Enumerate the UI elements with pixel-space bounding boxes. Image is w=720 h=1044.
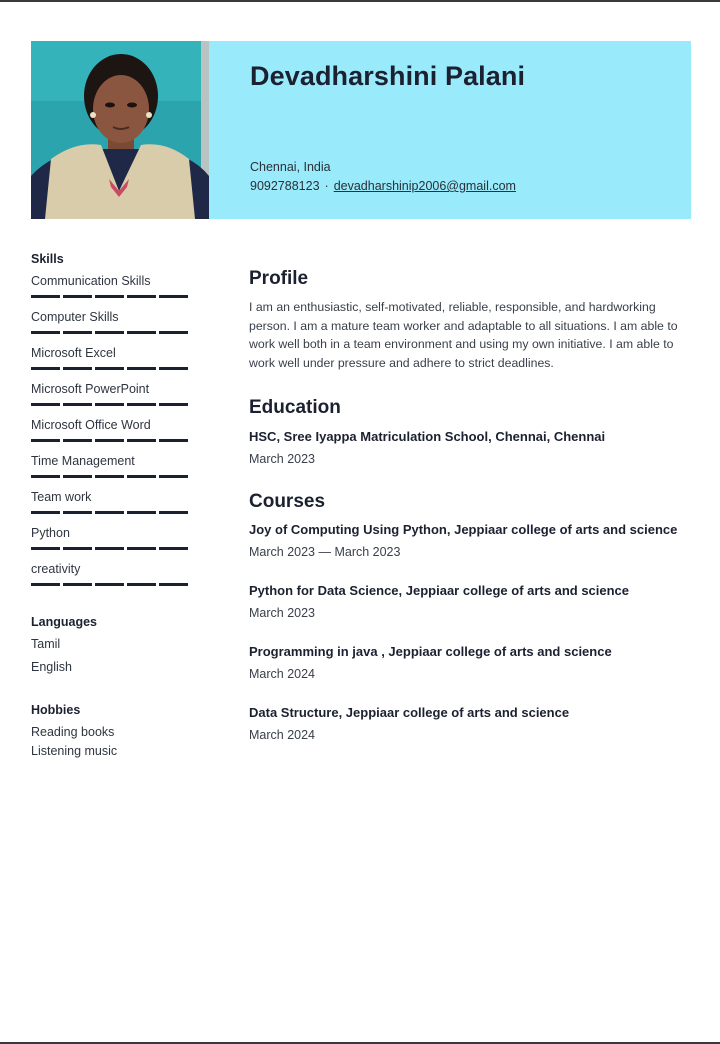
skill-name: Microsoft Excel (31, 346, 116, 360)
courses-section (249, 491, 699, 742)
course-entry-title: Programming in java , Jeppiaar college of arts and science (249, 644, 612, 659)
hobbies-heading: Hobbies (31, 703, 81, 717)
skill-level-segment (63, 583, 92, 586)
skill-name: Time Management (31, 454, 135, 468)
hobby-item: Reading books (31, 725, 115, 739)
resume-header (31, 41, 691, 219)
skill-name: Microsoft PowerPoint (31, 382, 150, 396)
course-entry (249, 522, 699, 559)
skill-level-bar (31, 583, 188, 586)
skill-level-segment (31, 583, 60, 586)
skill-item (31, 324, 191, 360)
skill-item (31, 396, 191, 432)
skill-name: Computer Skills (31, 310, 119, 324)
profile-heading: Profile (249, 268, 309, 289)
location: Chennai, India (250, 160, 331, 174)
main-content (249, 268, 699, 742)
skill-item (31, 252, 191, 288)
skill-item (31, 432, 191, 468)
hobbies-section (31, 703, 191, 761)
languages-section (31, 615, 191, 674)
skill-name: creativity (31, 562, 81, 576)
education-section (249, 397, 699, 466)
skill-item (31, 360, 191, 396)
skill-item (31, 540, 191, 576)
course-entry (249, 644, 699, 681)
separator: · (324, 179, 329, 193)
education-heading: Education (249, 397, 341, 418)
course-entry (249, 583, 699, 620)
skill-item (31, 504, 191, 540)
skills-list (31, 252, 191, 576)
course-entry-date: March 2024 (249, 667, 316, 681)
skill-name: Team work (31, 490, 92, 504)
skills-heading: Skills (31, 252, 64, 266)
phone-number: 9092788123 (250, 179, 320, 193)
education-entry-date: March 2023 (249, 452, 316, 466)
skills-section (31, 252, 191, 590)
skill-level-segment (159, 583, 188, 586)
profile-text: I am an enthusiastic, self-motivated, reliable, responsible, and hardworking person. I am a mature team worker and adaptable to all situations. I am able to work well both in a team environment and using my own initiative. I am able to work well under pressure and adhere to strict deadlines. (249, 300, 678, 370)
skill-name: Python (31, 526, 70, 540)
full-name: Devadharshini Palani (250, 61, 526, 91)
contact-line (250, 179, 516, 193)
profile-photo (31, 41, 209, 219)
skill-name: Microsoft Office Word (31, 418, 151, 432)
email-link[interactable]: devadharshinip2006@gmail.com (333, 179, 516, 193)
language-item: English (31, 660, 72, 674)
hobby-item: Listening music (31, 744, 118, 758)
skill-item (31, 468, 191, 504)
education-entry (249, 429, 699, 466)
skill-name: Communication Skills (31, 274, 151, 288)
skill-level-segment (95, 583, 124, 586)
course-entry-title: Data Structure, Jeppiaar college of arts and science (249, 705, 570, 720)
languages-heading: Languages (31, 615, 97, 629)
profile-section (249, 268, 699, 372)
skill-item (31, 288, 191, 324)
courses-heading: Courses (249, 491, 326, 512)
course-entry-date: March 2024 (249, 728, 316, 742)
course-entry-date: March 2023 (249, 606, 316, 620)
course-entry-date: March 2023 — March 2023 (249, 545, 401, 559)
language-item: Tamil (31, 637, 61, 651)
course-entry-title: Joy of Computing Using Python, Jeppiaar college of arts and science (249, 522, 678, 537)
education-entry-title: HSC, Sree Iyappa Matriculation School, Chennai, Chennai (249, 429, 606, 444)
skill-level-segment (127, 583, 156, 586)
course-entry (249, 705, 699, 742)
course-entry-title: Python for Data Science, Jeppiaar college of arts and science (249, 583, 630, 598)
